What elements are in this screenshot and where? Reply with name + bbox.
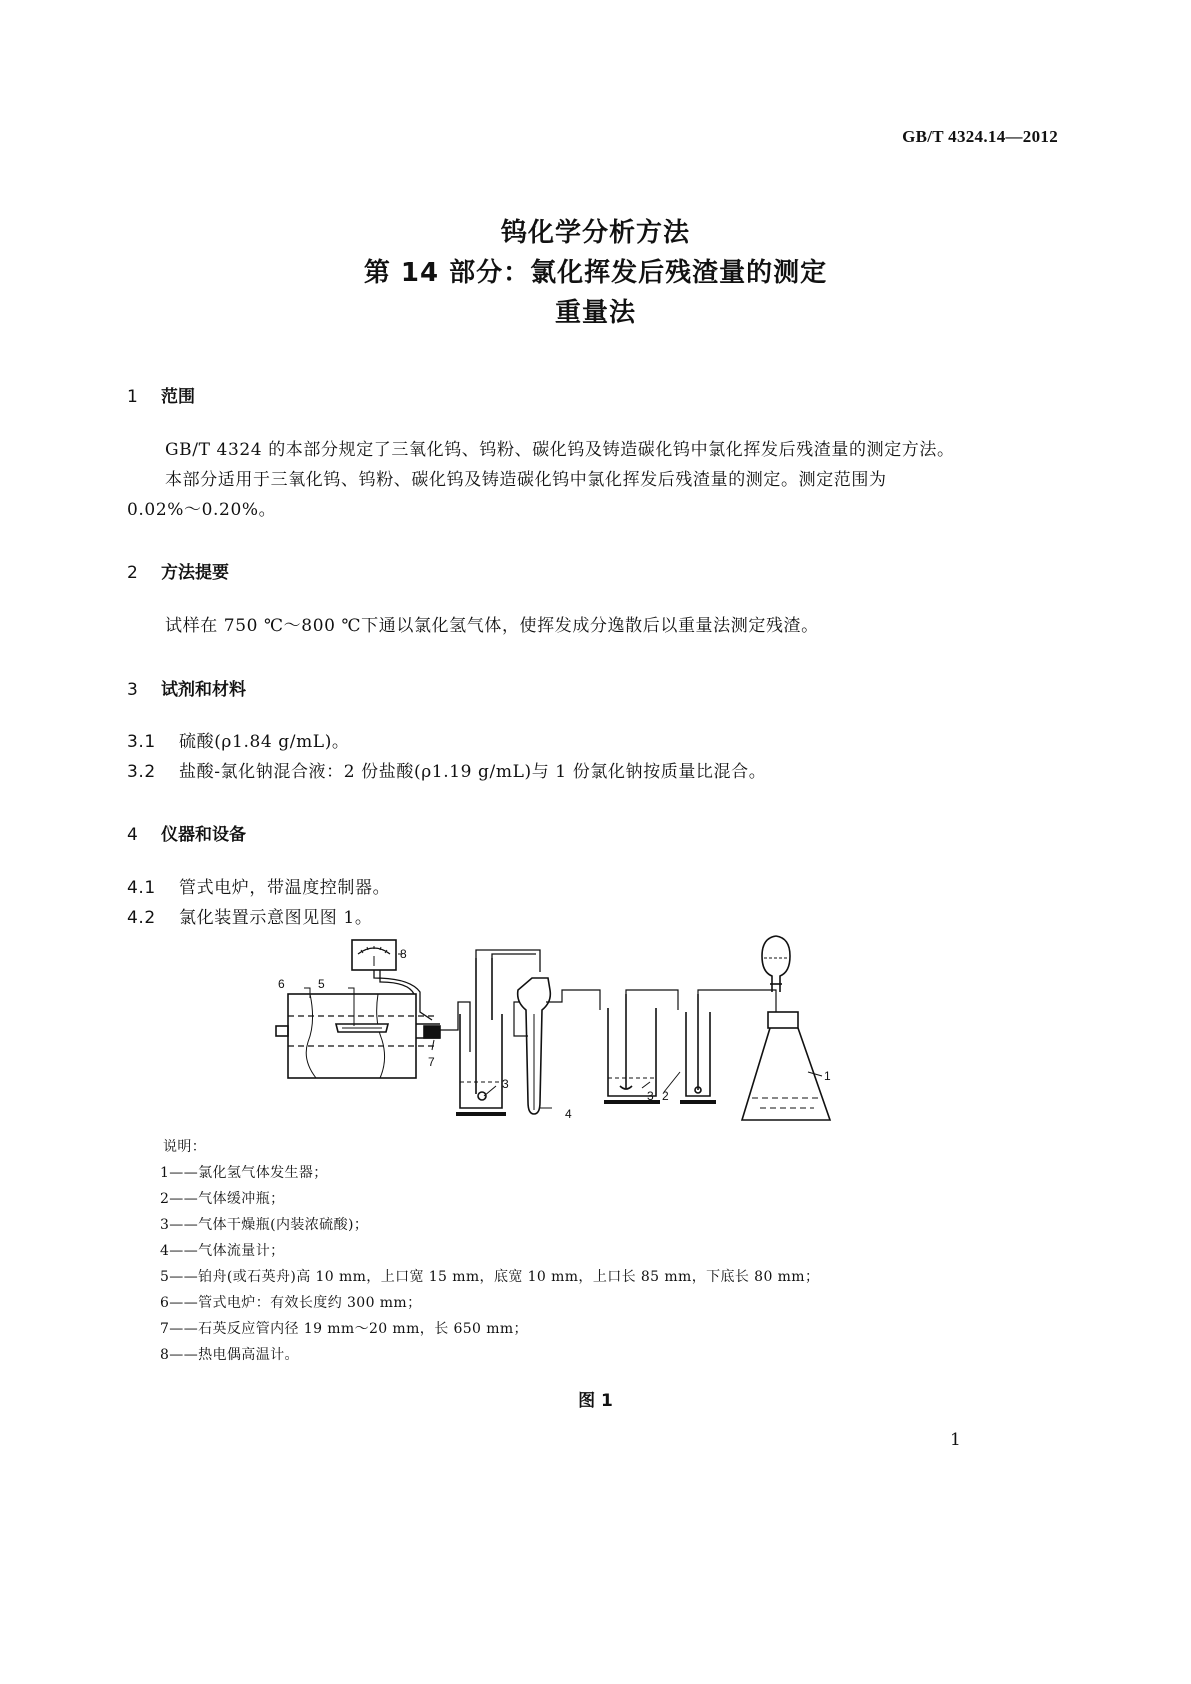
section-2-heading (127, 558, 229, 583)
legend-item-4: 4——气体流量计； (160, 1243, 285, 1259)
drying-bottle-2 (604, 990, 678, 1102)
gas-flowmeter (514, 978, 600, 1114)
doc-title-line2: 第 14 部分：氯化挥发后残渣量的测定 (363, 258, 828, 288)
legend-item-2: 2——气体缓冲瓶； (160, 1191, 285, 1207)
section-title: 仪器和设备 (161, 825, 246, 845)
label-3a: 3 (502, 1077, 509, 1091)
drying-bottle-1 (456, 958, 506, 1114)
tube-furnace (276, 994, 416, 1078)
legend-item-3: 3——气体干燥瓶(内装浓硫酸)； (160, 1217, 369, 1233)
chlorination-apparatus-diagram (270, 932, 870, 1132)
section-number: 4 (127, 825, 138, 845)
s1-paragraph-2a: 本部分适用于三氧化钨、钨粉、碳化钨及铸造碳化钨中氯化挥发后残渣量的测定。测定范围为 (165, 470, 887, 490)
item-text: 氯化装置示意图见图 1。 (179, 908, 373, 928)
s4-item-2 (127, 904, 372, 932)
section-number: 1 (127, 387, 138, 407)
legend-item-8: 8——热电偶高温计。 (160, 1347, 299, 1363)
standard-number: GB/T 4324.14—2012 (902, 127, 1058, 146)
section-number: 2 (127, 563, 138, 583)
item-number: 4.2 (127, 908, 156, 928)
legend-item-6: 6——管式电炉：有效长度约 300 mm； (160, 1295, 422, 1311)
legend-item-7: 7——石英反应管内径 19 mm～20 mm，长 650 mm； (160, 1321, 528, 1337)
item-number: 3.1 (127, 732, 156, 752)
label-4: 4 (565, 1107, 572, 1121)
section-title: 试剂和材料 (161, 680, 246, 700)
doc-title-line1: 钨化学分析方法 (500, 218, 690, 248)
hcl-generator (742, 936, 830, 1120)
s1-paragraph-2b: 0.02%～0.20%。 (127, 500, 277, 520)
label-6: 6 (278, 977, 285, 991)
s1-paragraph-1: GB/T 4324 的本部分规定了三氧化钨、钨粉、碳化钨及铸造碳化钨中氯化挥发后残渣量的测定方法。 (165, 440, 955, 460)
section-3-heading (127, 675, 246, 700)
section-title: 方法提要 (161, 563, 229, 583)
section-number: 3 (127, 680, 138, 700)
section-1-heading (127, 382, 195, 407)
page-number: 1 (950, 1430, 961, 1450)
item-number: 4.1 (127, 878, 156, 898)
item-number: 3.2 (127, 762, 156, 782)
item-text: 管式电炉，带温度控制器。 (179, 878, 391, 898)
figure-caption: 图 1 (578, 1391, 613, 1411)
label-7: 7 (428, 1055, 435, 1069)
s4-item-1 (127, 874, 390, 902)
label-1: 1 (824, 1069, 831, 1083)
label-8: 8 (400, 947, 407, 961)
label-5: 5 (318, 977, 325, 991)
item-text: 硫酸(ρ1.84 g/mL)。 (179, 732, 350, 752)
s3-item-2 (127, 758, 766, 786)
legend-item-1: 1——氯化氢气体发生器； (160, 1165, 328, 1181)
label-3b: 3 (647, 1089, 654, 1103)
item-text: 盐酸-氯化钠混合液：2 份盐酸(ρ1.19 g/mL)与 1 份氯化钠按质量比混合。 (179, 762, 767, 782)
label-2: 2 (662, 1089, 669, 1103)
section-4-heading (127, 820, 246, 845)
legend-item-5: 5——铂舟(或石英舟)高 10 mm，上口宽 15 mm，底宽 10 mm，上口长 85 mm，下底长 80 mm； (160, 1269, 820, 1285)
section-title: 范围 (161, 387, 195, 407)
legend-title: 说明： (163, 1139, 207, 1155)
gas-buffer-bottle (680, 990, 776, 1102)
doc-title-line3: 重量法 (554, 298, 636, 328)
s2-paragraph: 试样在 750 ℃～800 ℃下通以氯化氢气体，使挥发成分逸散后以重量法测定残渣。 (165, 616, 819, 636)
platinum-boat (336, 1024, 388, 1032)
s3-item-1 (127, 728, 350, 756)
